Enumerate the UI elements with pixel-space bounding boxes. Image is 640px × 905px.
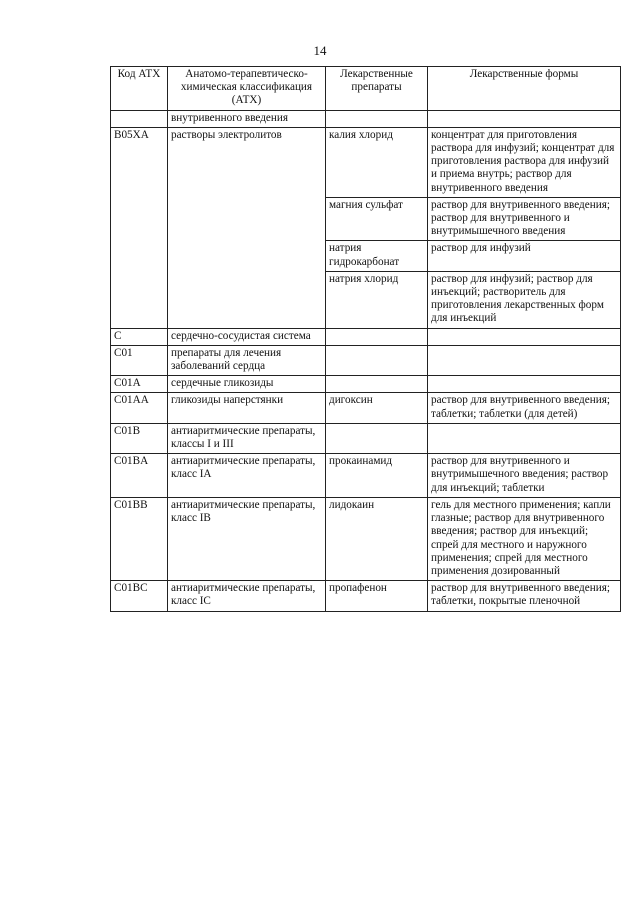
table-row [111,345,621,375]
dosage-forms-cell [428,376,621,393]
atc-class-cell: гликозиды наперстянки [168,393,326,423]
atc-code-cell: C01A [111,376,168,393]
table-row [111,328,621,345]
drug-cell: натрия гидрокарбонат [326,241,428,271]
dosage-forms-cell [428,110,621,127]
table-row [111,110,621,127]
dosage-forms-cell: концентрат для приготовления раствора для инфузий; концентрат для приготовления раствора для инфузий и приема внутрь; раствор для внутривенного введения [428,127,621,197]
atc-code-cell: C [111,328,168,345]
table-row [111,127,621,197]
drug-cell [326,328,428,345]
drug-cell: магния сульфат [326,197,428,241]
drug-cell: натрия хлорид [326,271,428,328]
atc-class-cell: сердечные гликозиды [168,376,326,393]
drug-cell: пропафенон [326,581,428,611]
atc-class-cell: антиаритмические препараты, классы I и III [168,423,326,453]
drug-cell [326,110,428,127]
atc-code-cell: B05XA [111,127,168,328]
dosage-forms-cell: раствор для инфузий [428,241,621,271]
dosage-forms-cell [428,423,621,453]
drug-cell [326,345,428,375]
dosage-forms-cell: раствор для инфузий; раствор для инъекций; растворитель для приготовления лекарственных форм для инъекций [428,271,621,328]
header-classification: Анатомо-терапевтическо-химическая классификация (АТХ) [168,67,326,111]
atc-class-cell: внутривенного введения [168,110,326,127]
dosage-forms-cell [428,345,621,375]
drug-cell: дигоксин [326,393,428,423]
drug-cell [326,376,428,393]
drug-cell: калия хлорид [326,127,428,197]
drug-cell: прокаинамид [326,454,428,498]
header-drugs: Лекарственные препараты [326,67,428,111]
atc-code-cell: C01BC [111,581,168,611]
table-row [111,376,621,393]
page-number: 14 [313,43,327,58]
atc-class-cell: антиаритмические препараты, класс IC [168,581,326,611]
atc-code-cell [111,110,168,127]
table-row [111,454,621,498]
dosage-forms-cell: гель для местного применения; капли глазные; раствор для внутривенного введения; раствор для инъекций; спрей для местного и наружного применения; спрей для местного применения дозированный [428,497,621,580]
table-row [111,393,621,423]
dosage-forms-cell: раствор для внутривенного введения; таблетки; таблетки (для детей) [428,393,621,423]
atc-class-cell: сердечно-сосудистая система [168,328,326,345]
atc-code-cell: C01 [111,345,168,375]
header-code: Код АТХ [111,67,168,111]
table-row [111,581,621,611]
table-row [111,423,621,453]
dosage-forms-cell: раствор для внутривенного введения; таблетки, покрытые пленочной [428,581,621,611]
atc-class-cell: антиаритмические препараты, класс IA [168,454,326,498]
dosage-forms-cell: раствор для внутривенного введения; раствор для внутривенного и внутримышечного введения [428,197,621,241]
atc-code-cell: C01AA [111,393,168,423]
table-row [111,497,621,580]
atc-code-cell: C01BA [111,454,168,498]
dosage-forms-cell [428,328,621,345]
drug-cell: лидокаин [326,497,428,580]
atc-class-cell: антиаритмические препараты, класс IB [168,497,326,580]
table-header-row [111,67,621,111]
drug-classification-table [110,66,621,612]
atc-class-cell: растворы электролитов [168,127,326,328]
atc-code-cell: C01B [111,423,168,453]
header-forms: Лекарственные формы [428,67,621,111]
dosage-forms-cell: раствор для внутривенного и внутримышечного введения; раствор для инъекций; таблетки [428,454,621,498]
atc-code-cell: C01BB [111,497,168,580]
atc-class-cell: препараты для лечения заболеваний сердца [168,345,326,375]
drug-cell [326,423,428,453]
